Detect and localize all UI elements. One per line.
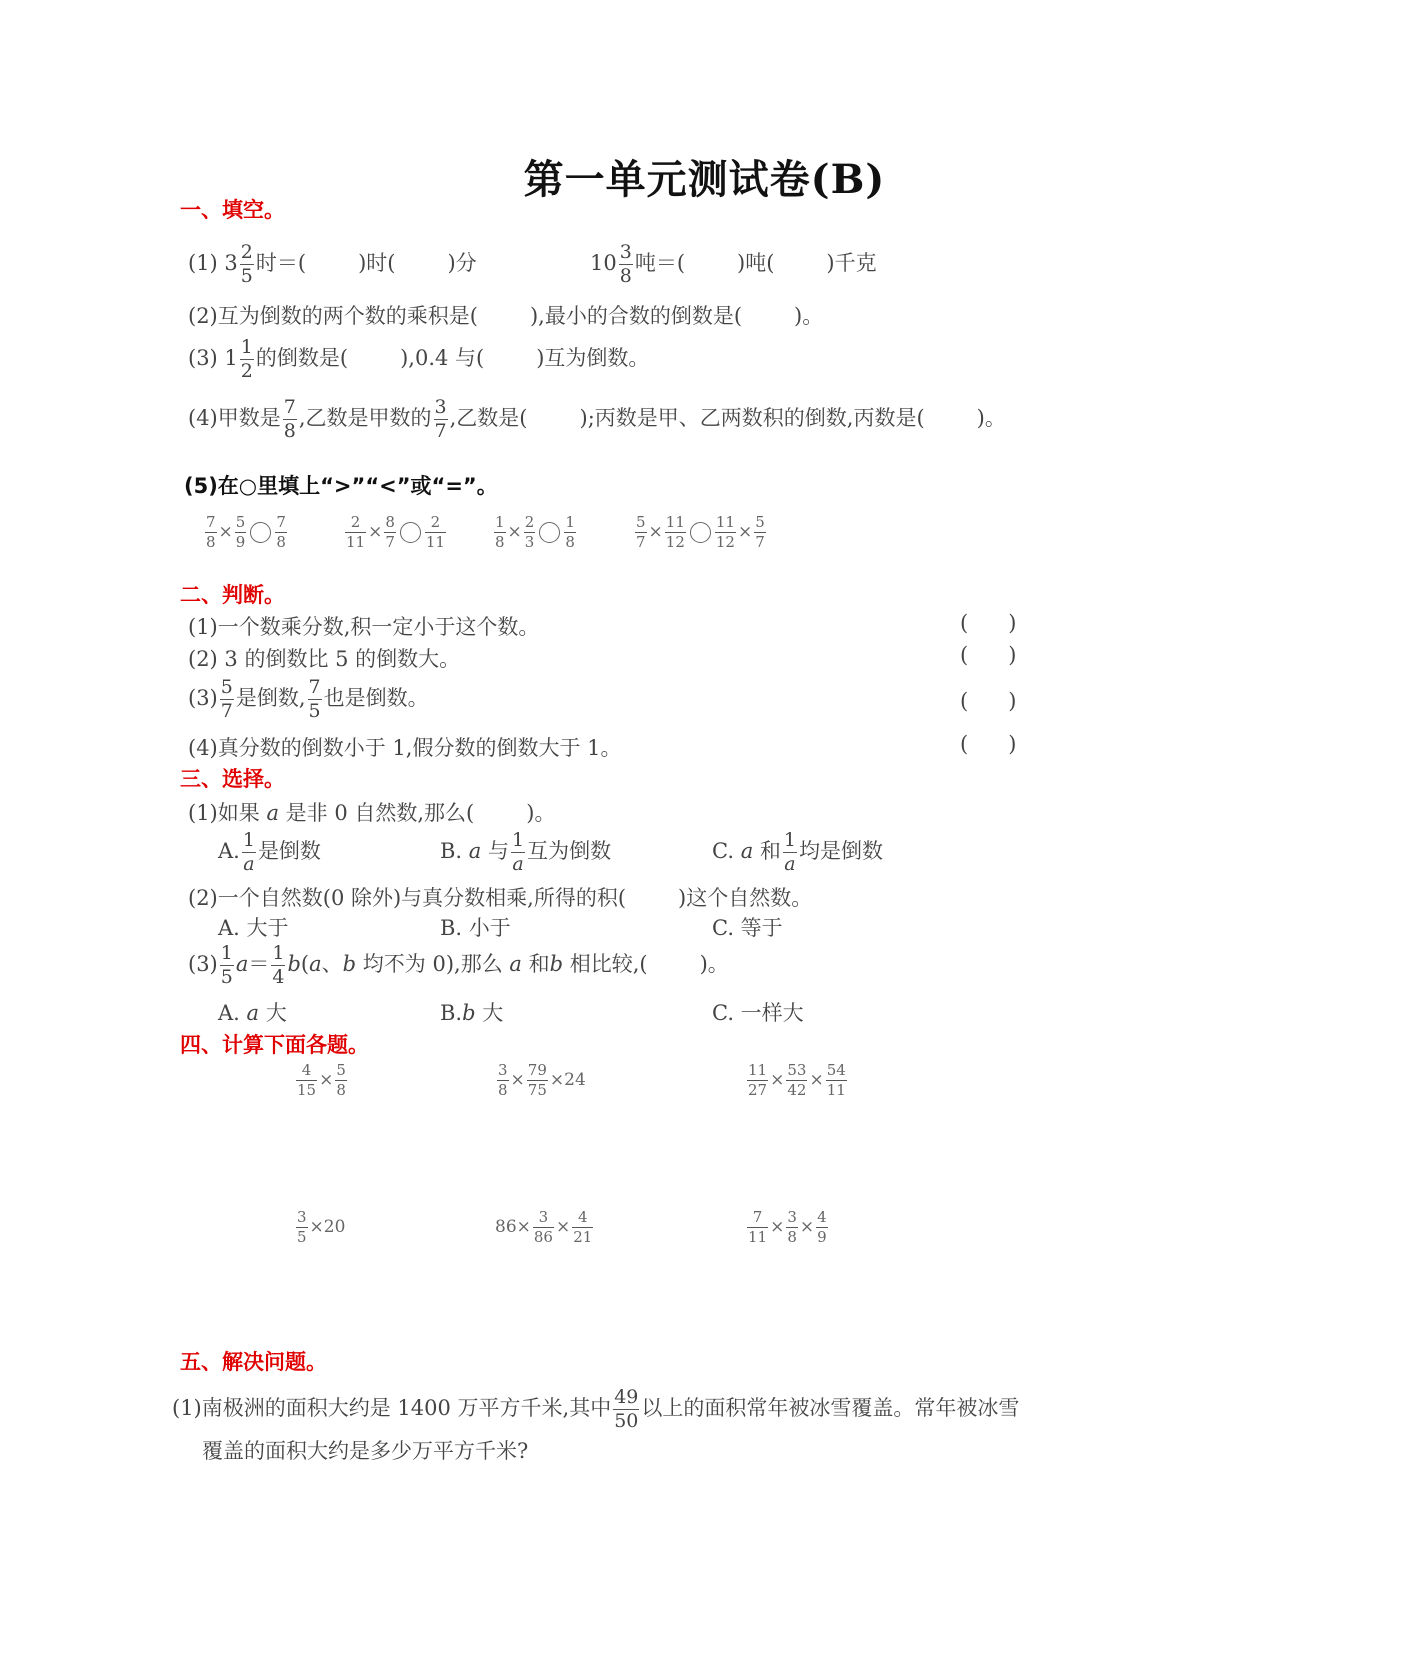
denominator: 5 — [308, 700, 321, 722]
denominator: 11 — [425, 533, 445, 551]
option-label: C. — [712, 839, 734, 863]
times-sign: × — [770, 1217, 785, 1237]
numerator: 3 — [619, 241, 632, 263]
choice-q3 — [188, 944, 729, 987]
numerator: 7 — [206, 513, 216, 531]
choice-q2-option-c[interactable]: C. 等于 — [712, 916, 783, 940]
fraction — [754, 515, 766, 550]
denominator: 7 — [755, 533, 765, 551]
variable-b: b — [549, 952, 564, 976]
fraction — [786, 1063, 807, 1098]
option-text: 大 — [475, 1001, 504, 1025]
denominator: 8 — [619, 265, 632, 287]
judge-answer-3[interactable] — [960, 689, 1016, 713]
numerator: 1 — [220, 942, 233, 964]
jq3-text3: 也是倒数。 — [323, 686, 429, 710]
numerator: 5 — [336, 1061, 346, 1079]
numerator: 54 — [826, 1061, 846, 1079]
numerator: 11 — [715, 513, 735, 531]
fraction — [220, 678, 234, 721]
denominator: 8 — [276, 533, 286, 551]
denominator: 5 — [240, 265, 253, 287]
problem-1 — [172, 1388, 1019, 1431]
numerator: 7 — [308, 676, 321, 698]
times-sign: × — [555, 1217, 571, 1237]
fraction — [275, 515, 287, 550]
option-label: B. — [440, 839, 463, 863]
option-text: 互为倒数 — [527, 839, 612, 863]
variable-a: a — [468, 839, 482, 863]
paren-close: ) — [1008, 611, 1017, 635]
q3-prefix: (3) 1 — [188, 346, 238, 370]
denominator: 9 — [817, 1228, 827, 1246]
calc-item-3 — [745, 1063, 849, 1098]
q1b-text2: )吨( — [737, 251, 775, 275]
denominator: 50 — [614, 1410, 639, 1432]
numerator: 4 — [572, 1210, 593, 1228]
cq3-text5: 相比较,( — [563, 952, 648, 976]
times-sign: × — [770, 1070, 785, 1090]
option-text: 大 — [259, 1001, 287, 1025]
fill-q3 — [188, 338, 649, 381]
q1a-text1: 时＝( — [255, 251, 307, 275]
fraction — [783, 831, 797, 874]
calc-item-4 — [294, 1210, 345, 1245]
variable-a: a — [246, 1001, 260, 1025]
fraction — [240, 338, 254, 381]
paren-close: ) — [1008, 689, 1017, 713]
q1a-text3: )分 — [447, 251, 477, 275]
judge-answer-4[interactable] — [960, 732, 1016, 756]
denominator: 7 — [220, 700, 233, 722]
q4-text3: ,乙数是( — [449, 406, 528, 430]
paren-open: ( — [960, 689, 969, 713]
fraction — [235, 515, 247, 550]
fraction — [335, 1063, 347, 1098]
fraction — [572, 1210, 593, 1245]
numerator: 1 — [240, 336, 253, 358]
choice-q1-option-c[interactable] — [712, 831, 883, 874]
variable-b: b — [287, 952, 301, 976]
variable-b: b — [462, 1001, 476, 1025]
numerator: 49 — [614, 1386, 639, 1408]
section-heading-fill: 一、填空。 — [180, 198, 285, 222]
paren-close: ) — [1008, 732, 1017, 756]
times-sign: × — [648, 522, 663, 542]
cq1-text3: )。 — [526, 801, 556, 825]
problem-1-cont: 覆盖的面积大约是多少万平方千米? — [202, 1439, 529, 1463]
denominator: 8 — [336, 1081, 346, 1099]
fraction — [511, 831, 525, 874]
compare-item-4 — [633, 515, 768, 550]
denominator: 27 — [748, 1081, 768, 1099]
q3-text2: ),0.4 与( — [400, 346, 485, 370]
compare-item-3 — [492, 515, 578, 550]
paren-close: ) — [1008, 643, 1017, 667]
integer: 24 — [564, 1070, 586, 1090]
fraction — [527, 1063, 548, 1098]
option-text: 是倒数 — [257, 839, 321, 863]
denominator: 86 — [533, 1228, 553, 1246]
judge-answer-2[interactable] — [960, 643, 1016, 667]
fraction — [816, 1210, 828, 1245]
section-heading-judge: 二、判断。 — [180, 583, 285, 607]
denominator: 75 — [527, 1081, 547, 1099]
separator: 、 — [321, 952, 343, 976]
q1a-text2: )时( — [358, 251, 396, 275]
q1b-prefix: 10 — [590, 251, 617, 275]
numerator: 4 — [817, 1208, 827, 1226]
denominator: 8 — [565, 533, 575, 551]
numerator: 7 — [747, 1210, 768, 1228]
option-label: A. — [218, 839, 240, 863]
denominator: 42 — [787, 1081, 807, 1099]
q4-text4: );丙数是甲、乙两数积的倒数,丙数是( — [579, 406, 925, 430]
q1b-text3: )千克 — [826, 251, 877, 275]
fraction — [384, 515, 396, 550]
cq2-text2: )这个自然数。 — [678, 886, 813, 910]
numerator: 1 — [565, 513, 575, 531]
denominator: 7 — [434, 420, 447, 442]
cq1-text1: (1)如果 — [188, 801, 260, 825]
numerator: 53 — [787, 1061, 807, 1079]
paren-open: ( — [960, 611, 969, 635]
cq3-text1: (3) — [188, 952, 218, 976]
numerator: 5 — [755, 513, 765, 531]
option-label: A. — [218, 1001, 240, 1025]
fill-q1a — [188, 243, 477, 286]
numerator: 79 — [527, 1061, 547, 1079]
variable-b: b — [342, 952, 357, 976]
numerator: 11 — [748, 1061, 768, 1079]
cq3-text4: 和 — [521, 952, 550, 976]
cq3-text2: ( — [300, 952, 310, 976]
numerator: 8 — [385, 513, 395, 531]
denominator: 8 — [206, 533, 216, 551]
fraction — [665, 515, 686, 550]
calc-item-2 — [495, 1063, 586, 1098]
q4-text1: (4)甲数是 — [188, 406, 281, 430]
section-heading-problems: 五、解决问题。 — [180, 1350, 327, 1374]
denominator: 12 — [715, 533, 735, 551]
compare-circle-icon[interactable] — [539, 522, 560, 543]
section-heading-choice: 三、选择。 — [180, 767, 285, 791]
calc-item-6 — [745, 1210, 830, 1245]
compare-circle-icon[interactable] — [250, 522, 271, 543]
q4-text5: )。 — [976, 406, 1006, 430]
times-sign: × — [507, 522, 522, 542]
numerator: 2 — [425, 515, 446, 533]
fraction — [533, 1210, 554, 1245]
choice-q3-option-a[interactable] — [218, 997, 287, 1027]
jq3-text2: 是倒数, — [235, 686, 306, 710]
times-sign: × — [809, 1070, 824, 1090]
denominator: 5 — [297, 1228, 307, 1246]
fraction — [635, 515, 647, 550]
fraction — [425, 515, 446, 550]
fraction — [619, 243, 633, 286]
fraction — [283, 398, 297, 441]
option-text: 均是倒数 — [799, 839, 883, 863]
denominator: 8 — [498, 1081, 508, 1099]
denominator: 8 — [787, 1228, 797, 1246]
fraction — [296, 1210, 308, 1245]
integer: 20 — [323, 1217, 346, 1237]
numerator: 1 — [783, 829, 796, 851]
denominator: a — [512, 853, 524, 875]
choice-q2 — [188, 882, 812, 912]
fill-q4 — [188, 398, 1006, 441]
numerator: 7 — [283, 396, 296, 418]
compare-circle-icon[interactable] — [690, 522, 711, 543]
cq3-text3: 均不为 0),那么 — [356, 952, 503, 976]
fraction — [296, 1063, 317, 1098]
numerator: 1 — [512, 829, 525, 851]
problem-text1: (1)南极洲的面积大约是 1400 万平方千米,其中 — [172, 1396, 612, 1420]
equals-sign: ＝ — [248, 952, 270, 976]
cq3-text6: )。 — [699, 952, 729, 976]
numerator: 2 — [345, 515, 366, 533]
section-heading-calc: 四、计算下面各题。 — [180, 1033, 369, 1057]
fraction — [494, 515, 506, 550]
times-sign: × — [319, 1070, 334, 1090]
q4-text2: ,乙数是甲数的 — [298, 406, 432, 430]
fraction — [497, 1063, 509, 1098]
fraction — [434, 398, 448, 441]
numerator: 5 — [220, 676, 233, 698]
denominator: 2 — [240, 360, 253, 382]
times-sign: × — [516, 1217, 531, 1237]
denominator: 4 — [272, 966, 285, 988]
numerator: 1 — [495, 513, 505, 531]
denominator: 8 — [495, 533, 505, 551]
choice-q3-option-c[interactable]: C. 一样大 — [712, 1001, 804, 1025]
fraction — [205, 515, 217, 550]
problem-text2: 以上的面积常年被冰雪覆盖。常年被冰雪 — [641, 1396, 1020, 1420]
denominator: 11 — [346, 533, 366, 551]
denominator: 11 — [748, 1228, 768, 1246]
denominator: 15 — [297, 1081, 317, 1099]
fraction — [220, 944, 234, 987]
numerator: 4 — [296, 1063, 317, 1081]
times-sign: × — [218, 522, 233, 542]
fraction — [715, 515, 736, 550]
fraction — [524, 515, 536, 550]
denominator: 12 — [665, 533, 685, 551]
calc-item-1 — [294, 1063, 349, 1098]
numerator: 2 — [240, 241, 253, 263]
numerator: 11 — [665, 513, 685, 531]
times-sign: × — [309, 1217, 324, 1237]
numerator: 3 — [533, 1210, 554, 1228]
variable-a: a — [235, 952, 249, 976]
fraction — [747, 1063, 768, 1098]
option-mid: 与 — [488, 839, 510, 863]
paren-open: ( — [960, 732, 969, 756]
choice-q2-option-b[interactable]: B. 小于 — [440, 916, 511, 940]
numerator: 3 — [498, 1061, 508, 1079]
fraction — [564, 515, 576, 550]
compare-item-2 — [343, 515, 448, 550]
denominator: a — [243, 853, 255, 875]
integer: 86 — [495, 1217, 517, 1237]
q2-text1: (2)互为倒数的两个数的乘积是( — [188, 304, 478, 328]
q1a-prefix: (1) 3 — [188, 251, 238, 275]
denominator: 7 — [385, 533, 395, 551]
choice-q1 — [188, 797, 555, 827]
fraction — [826, 1063, 847, 1098]
numerator: 3 — [787, 1208, 797, 1226]
numerator: 2 — [524, 513, 535, 531]
times-sign: × — [549, 1070, 565, 1090]
times-sign: × — [368, 522, 383, 542]
times-sign: × — [737, 522, 753, 542]
numerator: 5 — [636, 513, 646, 531]
compare-item-1 — [203, 515, 289, 550]
denominator: 7 — [636, 533, 646, 551]
denominator: 11 — [826, 1081, 846, 1099]
fill-q1b — [590, 243, 877, 286]
variable-a: a — [509, 952, 522, 976]
denominator: 5 — [220, 966, 233, 988]
compare-circle-icon[interactable] — [400, 522, 421, 543]
numerator: 7 — [276, 513, 286, 531]
denominator: 21 — [573, 1228, 593, 1246]
fraction — [613, 1388, 639, 1431]
judge-q3 — [188, 678, 429, 721]
q2-text2: ),最小的合数的倒数是( — [529, 304, 743, 328]
times-sign: × — [799, 1217, 815, 1237]
denominator: 9 — [235, 533, 246, 551]
numerator: 1 — [242, 829, 255, 851]
times-sign: × — [510, 1070, 525, 1090]
option-label: B. — [440, 1001, 463, 1025]
jq3-text1: (3) — [188, 686, 218, 710]
judge-q1: (1)一个数乘分数,积一定小于这个数。 — [188, 615, 540, 639]
choice-q1-option-a[interactable] — [218, 831, 321, 874]
judge-q2: (2) 3 的倒数比 5 的倒数大。 — [188, 647, 461, 671]
q1b-text1: 吨＝( — [634, 251, 686, 275]
variable-a: a — [309, 952, 322, 976]
fraction — [345, 515, 366, 550]
denominator: 3 — [524, 533, 535, 551]
fraction — [747, 1210, 768, 1245]
fill-q5-heading: (5)在○里填上“>”“<”或“=”。 — [184, 474, 498, 498]
variable-a: a — [266, 801, 279, 825]
fraction — [240, 243, 254, 286]
q2-text3: )。 — [794, 304, 824, 328]
fraction — [242, 831, 256, 874]
denominator: 8 — [283, 420, 296, 442]
judge-answer-1[interactable] — [960, 611, 1016, 635]
numerator: 1 — [272, 942, 285, 964]
cq1-text2: 是非 0 自然数,那么( — [285, 801, 475, 825]
numerator: 5 — [235, 513, 246, 531]
variable-a: a — [740, 839, 754, 863]
choice-q3-option-b[interactable] — [440, 997, 503, 1027]
fraction — [786, 1210, 798, 1245]
option-mid: 和 — [759, 839, 781, 863]
calc-item-5 — [495, 1210, 595, 1245]
cq2-text1: (2)一个自然数(0 除外)与真分数相乘,所得的积( — [188, 886, 627, 910]
q3-text3: )互为倒数。 — [536, 346, 650, 370]
fraction — [308, 678, 322, 721]
numerator: 3 — [434, 396, 447, 418]
paren-open: ( — [960, 643, 969, 667]
choice-q1-option-b[interactable] — [440, 831, 611, 874]
choice-q2-option-a[interactable]: A. 大于 — [218, 916, 289, 940]
denominator: a — [784, 853, 796, 875]
numerator: 3 — [297, 1208, 307, 1226]
fraction — [271, 944, 285, 987]
judge-q4: (4)真分数的倒数小于 1,假分数的倒数大于 1。 — [188, 736, 622, 760]
page-title: 第一单元测试卷(B) — [523, 156, 886, 203]
fill-q2 — [188, 300, 823, 330]
q3-text1: 的倒数是( — [255, 346, 349, 370]
